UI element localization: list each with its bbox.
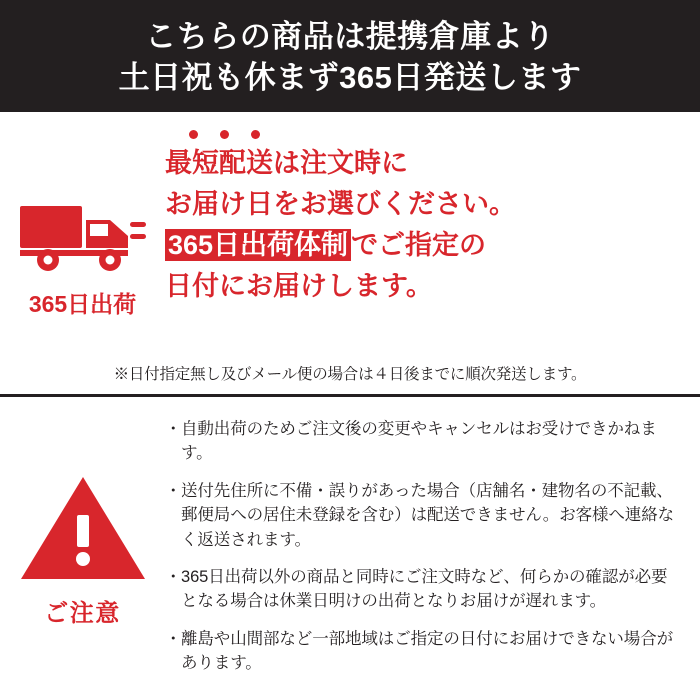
header-line-2: 土日祝も休まず365日発送します xyxy=(118,60,582,95)
delivery-line-2: お届け日をお選びください。 xyxy=(165,189,516,220)
bullet-marker: ・ xyxy=(165,481,182,500)
delivery-line-1: 最短配送は注文時に xyxy=(165,148,408,178)
list-item xyxy=(165,417,682,466)
delivery-note: ※日付指定無し及びメール便の場合は４日後までに順次発送します。 xyxy=(113,366,587,383)
delivery-text xyxy=(165,126,700,362)
truck-label: 365日出荷 xyxy=(28,290,137,317)
truck-icon xyxy=(18,192,148,274)
list-item-text: 送付先住所に不備・誤りがあった場合（店舗名・建物名の不記載、郵便局への居住未登録を含む）は配送できません。お客様へ連絡なく返送されます。 xyxy=(181,481,674,549)
delivery-section xyxy=(0,112,700,397)
delivery-highlight: 365日出荷体制 xyxy=(165,229,351,261)
list-item xyxy=(165,627,682,676)
list-item-text: 自動出荷のためご注文後の変更やキャンセルはお受けできかねます。 xyxy=(181,420,657,463)
dot-3 xyxy=(251,130,260,139)
list-item xyxy=(165,565,682,614)
delivery-line-3-rest: でご指定の xyxy=(351,230,487,261)
caution-section xyxy=(0,397,700,700)
list-item-text: 365日出荷以外の商品と同時にご注文時など、何らかの確認が必要となる場合は休業日明けの出荷となりお届けが遅れます。 xyxy=(181,568,668,611)
delivery-line-4: 日付にお届けします。 xyxy=(165,271,433,302)
delivery-line-3 xyxy=(165,225,684,266)
list-item xyxy=(165,479,682,552)
dot-2 xyxy=(220,130,229,139)
decorative-dots xyxy=(165,130,684,139)
caution-bullet-list xyxy=(165,411,700,700)
delivery-body xyxy=(0,112,700,362)
caution-label: ご注意 xyxy=(44,600,121,627)
caution-icon-column xyxy=(0,411,165,700)
dot-1 xyxy=(189,130,198,139)
truck-column xyxy=(0,126,165,362)
bullet-marker: ・ xyxy=(165,629,182,648)
list-item-text: 離島や山間部など一部地域はご指定の日付にお届けできない場合があります。 xyxy=(181,629,674,673)
bullet-marker: ・ xyxy=(165,568,182,587)
header-line-1: こちらの商品は提携倉庫より xyxy=(145,19,555,55)
warning-triangle-icon xyxy=(19,473,147,583)
banner-header xyxy=(0,0,700,112)
bullet-marker: ・ xyxy=(165,420,182,438)
